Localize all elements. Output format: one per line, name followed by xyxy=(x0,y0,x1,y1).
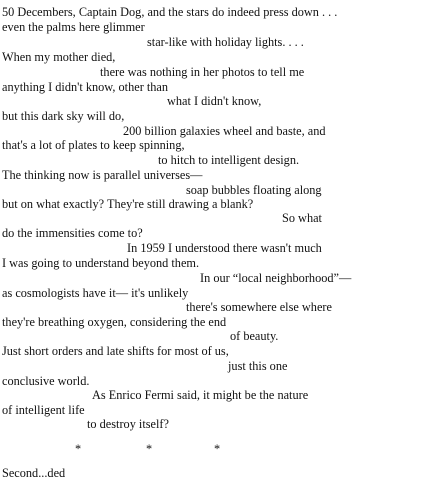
poem-line: 50 Decembers, Captain Dog, and the stars do indeed press down . . . xyxy=(2,5,338,19)
poem-line: So what xyxy=(282,211,322,225)
poem-line: When my mother died, xyxy=(2,50,116,64)
poem-line: In our “local neighborhood”— xyxy=(200,271,352,285)
poem-line: Just short orders and late shifts for most of us, xyxy=(2,344,229,358)
poem-line: what I didn't know, xyxy=(167,94,262,108)
poem-line: conclusive world. xyxy=(2,374,90,388)
poem-line: As Enrico Fermi said, it might be the nature xyxy=(92,388,309,402)
section-break-star: * xyxy=(146,442,153,456)
poem-line: but on what exactly? They're still drawing a blank? xyxy=(2,197,254,211)
poem-line: anything I didn't know, other than xyxy=(2,80,169,94)
poem-line: 200 billion galaxies wheel and baste, and xyxy=(123,124,326,138)
section-break-star: * xyxy=(75,442,82,456)
poem-line: there was nothing in her photos to tell me xyxy=(100,65,305,79)
poem-line: The thinking now is parallel universes— xyxy=(2,168,203,182)
poem-line: even the palms here glimmer xyxy=(2,20,145,34)
poem-line: soap bubbles floating along xyxy=(186,183,322,197)
poem-line: I was going to understand beyond them. xyxy=(2,256,200,270)
poem-line: of beauty. xyxy=(230,329,279,343)
poem-line: star-like with holiday lights. . . . xyxy=(147,35,304,49)
poem-line: just this one xyxy=(228,359,288,373)
poem-line: there's somewhere else where xyxy=(186,300,332,314)
poem-line: that's a lot of plates to keep spinning, xyxy=(2,138,185,152)
poem-line: do the immensities come to? xyxy=(2,226,143,240)
poem-line: they're breathing oxygen, considering the end xyxy=(2,315,227,329)
poem-line: as cosmologists have it— it's unlikely xyxy=(2,286,189,300)
poem-line: Second...ded xyxy=(2,466,66,480)
poem-line: to hitch to intelligent design. xyxy=(158,153,300,167)
poem-line: to destroy itself? xyxy=(87,417,169,431)
poem-line: but this dark sky will do, xyxy=(2,109,125,123)
poem-line: of intelligent life xyxy=(2,403,85,417)
poem-line: In 1959 I understood there wasn't much xyxy=(127,241,322,255)
section-break-star: * xyxy=(214,442,221,456)
